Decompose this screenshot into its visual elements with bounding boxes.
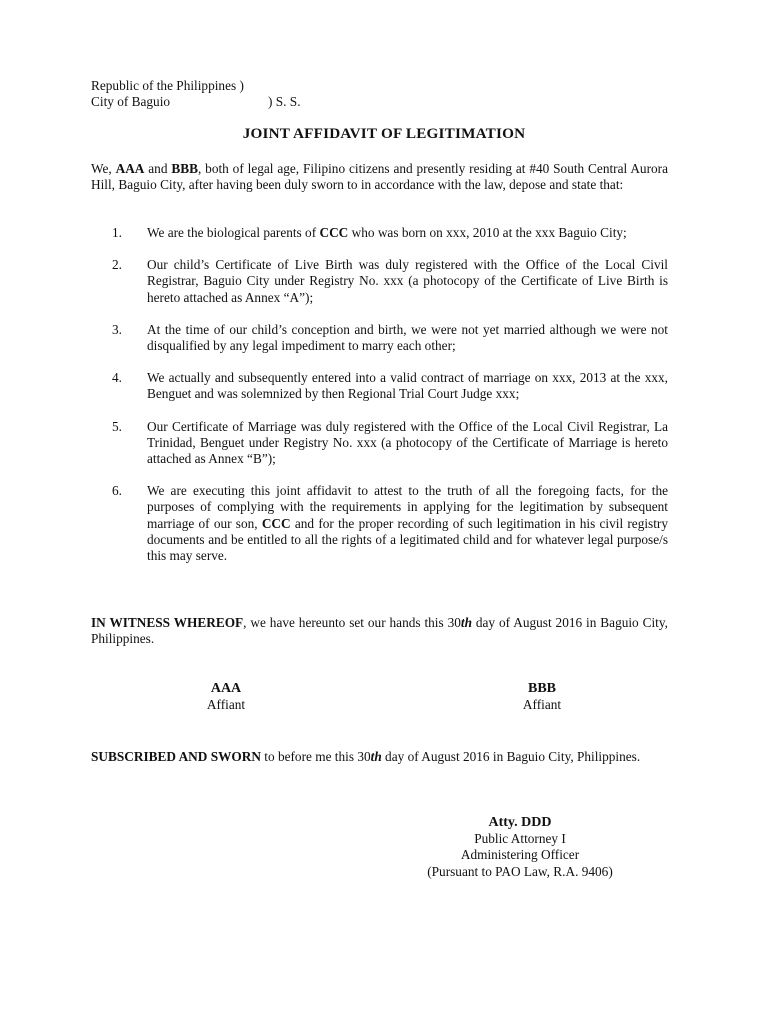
sworn-text-2: day of August 2016 in Baguio City, Philippines. xyxy=(381,749,641,764)
witness-text-2: day of August 2016 in Baguio City, Philippines. xyxy=(91,615,668,647)
affiant-name: BBB xyxy=(527,681,556,696)
statement-number: 3. xyxy=(112,321,122,337)
venue-city: City of Baguio xyxy=(91,94,171,110)
statement-item xyxy=(91,419,668,468)
statement-bold: CCC xyxy=(261,515,291,531)
statement-text-after: who was born on xxx, 2010 at the xxx Baguio City; xyxy=(348,225,627,240)
statement-number: 5. xyxy=(112,418,122,434)
statement-item xyxy=(91,322,668,354)
affiant-role: Affiant xyxy=(206,697,246,713)
affiant-signature-1 xyxy=(166,681,286,713)
statement-bold: CCC xyxy=(319,225,349,240)
statement-text: At the time of our child’s conception and birth, we were not yet married although we were not disqualified by any legal impediment to marry each other; xyxy=(147,321,668,354)
witness-lead: IN WITNESS WHEREOF xyxy=(91,615,244,630)
venue-block xyxy=(91,78,301,110)
sworn-day-suffix: th xyxy=(370,749,382,764)
statement-item xyxy=(91,257,668,306)
administering-officer-block xyxy=(395,815,645,880)
statement-item xyxy=(91,483,668,564)
intro-rest: , both of legal age, Filipino citizens and presently residing at #40 South Central Aurora Hill, Baguio City, after having been duly sworn to in accordance with the law, depose and state that: xyxy=(91,161,668,193)
statement-item xyxy=(91,370,668,402)
officer-authority: (Pursuant to PAO Law, R.A. 9406) xyxy=(427,863,613,879)
intro-name-2: BBB xyxy=(171,161,198,176)
witness-day-suffix: th xyxy=(460,615,472,630)
sworn-paragraph xyxy=(91,749,668,765)
venue-republic: Republic of the Philippines ) xyxy=(91,78,244,93)
officer-role: Administering Officer xyxy=(460,847,580,863)
statement-item xyxy=(91,225,668,241)
statement-list xyxy=(91,225,668,564)
affiant-role: Affiant xyxy=(522,697,562,713)
affiant-signature-2 xyxy=(482,681,602,713)
statement-number: 6. xyxy=(112,483,122,499)
witness-text-1: , we have hereunto set our hands this 30 xyxy=(243,615,461,630)
statement-number: 1. xyxy=(112,225,122,240)
affiant-name: AAA xyxy=(210,681,242,696)
officer-title: Public Attorney I xyxy=(474,831,566,847)
intro-we: We, xyxy=(91,161,116,176)
statement-text: Our Certificate of Marriage was duly registered with the Office of the Local Civil Registrar, La Trinidad, Benguet under Registry No. xxx (a photocopy of the Certificate of Marriage is hereto attached as Annex “B”); xyxy=(147,418,668,467)
intro-and: and xyxy=(144,161,172,176)
statement-text-after: and for the proper recording of such legitimation in his civil registry documents and be entitled to all the rights of a legitimated child and for whatever legal purpose/s this may serve. xyxy=(147,515,668,564)
witness-paragraph xyxy=(91,615,668,647)
statement-number: 4. xyxy=(112,370,122,386)
sworn-lead: SUBSCRIBED AND SWORN xyxy=(91,749,261,764)
sworn-text-1: to before me this 30 xyxy=(260,749,371,764)
statement-text: We are the biological parents of xyxy=(147,225,320,240)
statement-text: We are executing this joint affidavit to attest to the truth of all the foregoing facts, for the purposes of complying with the requirements in applying for the legitimation by subsequent marriage of our son, xyxy=(147,483,668,531)
statement-text: We actually and subsequently entered into a valid contract of marriage on xxx, 2013 at the xxx, Benguet and was solemnized by then Regional Trial Court Judge xxx; xyxy=(147,370,668,402)
intro-name-1: AAA xyxy=(115,161,145,176)
statement-text: Our child’s Certificate of Live Birth was duly registered with the Office of the Local Civil Registrar, Baguio City under Registry No. xxx (a photocopy of the Certificate of Live Birth is hereto attached as Annex “A”); xyxy=(147,257,668,305)
statement-number: 2. xyxy=(112,257,122,273)
intro-paragraph xyxy=(91,161,668,193)
venue-ss: ) S. S. xyxy=(268,94,301,109)
officer-name: Atty. DDD xyxy=(488,815,552,830)
document-title: JOINT AFFIDAVIT OF LEGITIMATION xyxy=(242,125,526,142)
